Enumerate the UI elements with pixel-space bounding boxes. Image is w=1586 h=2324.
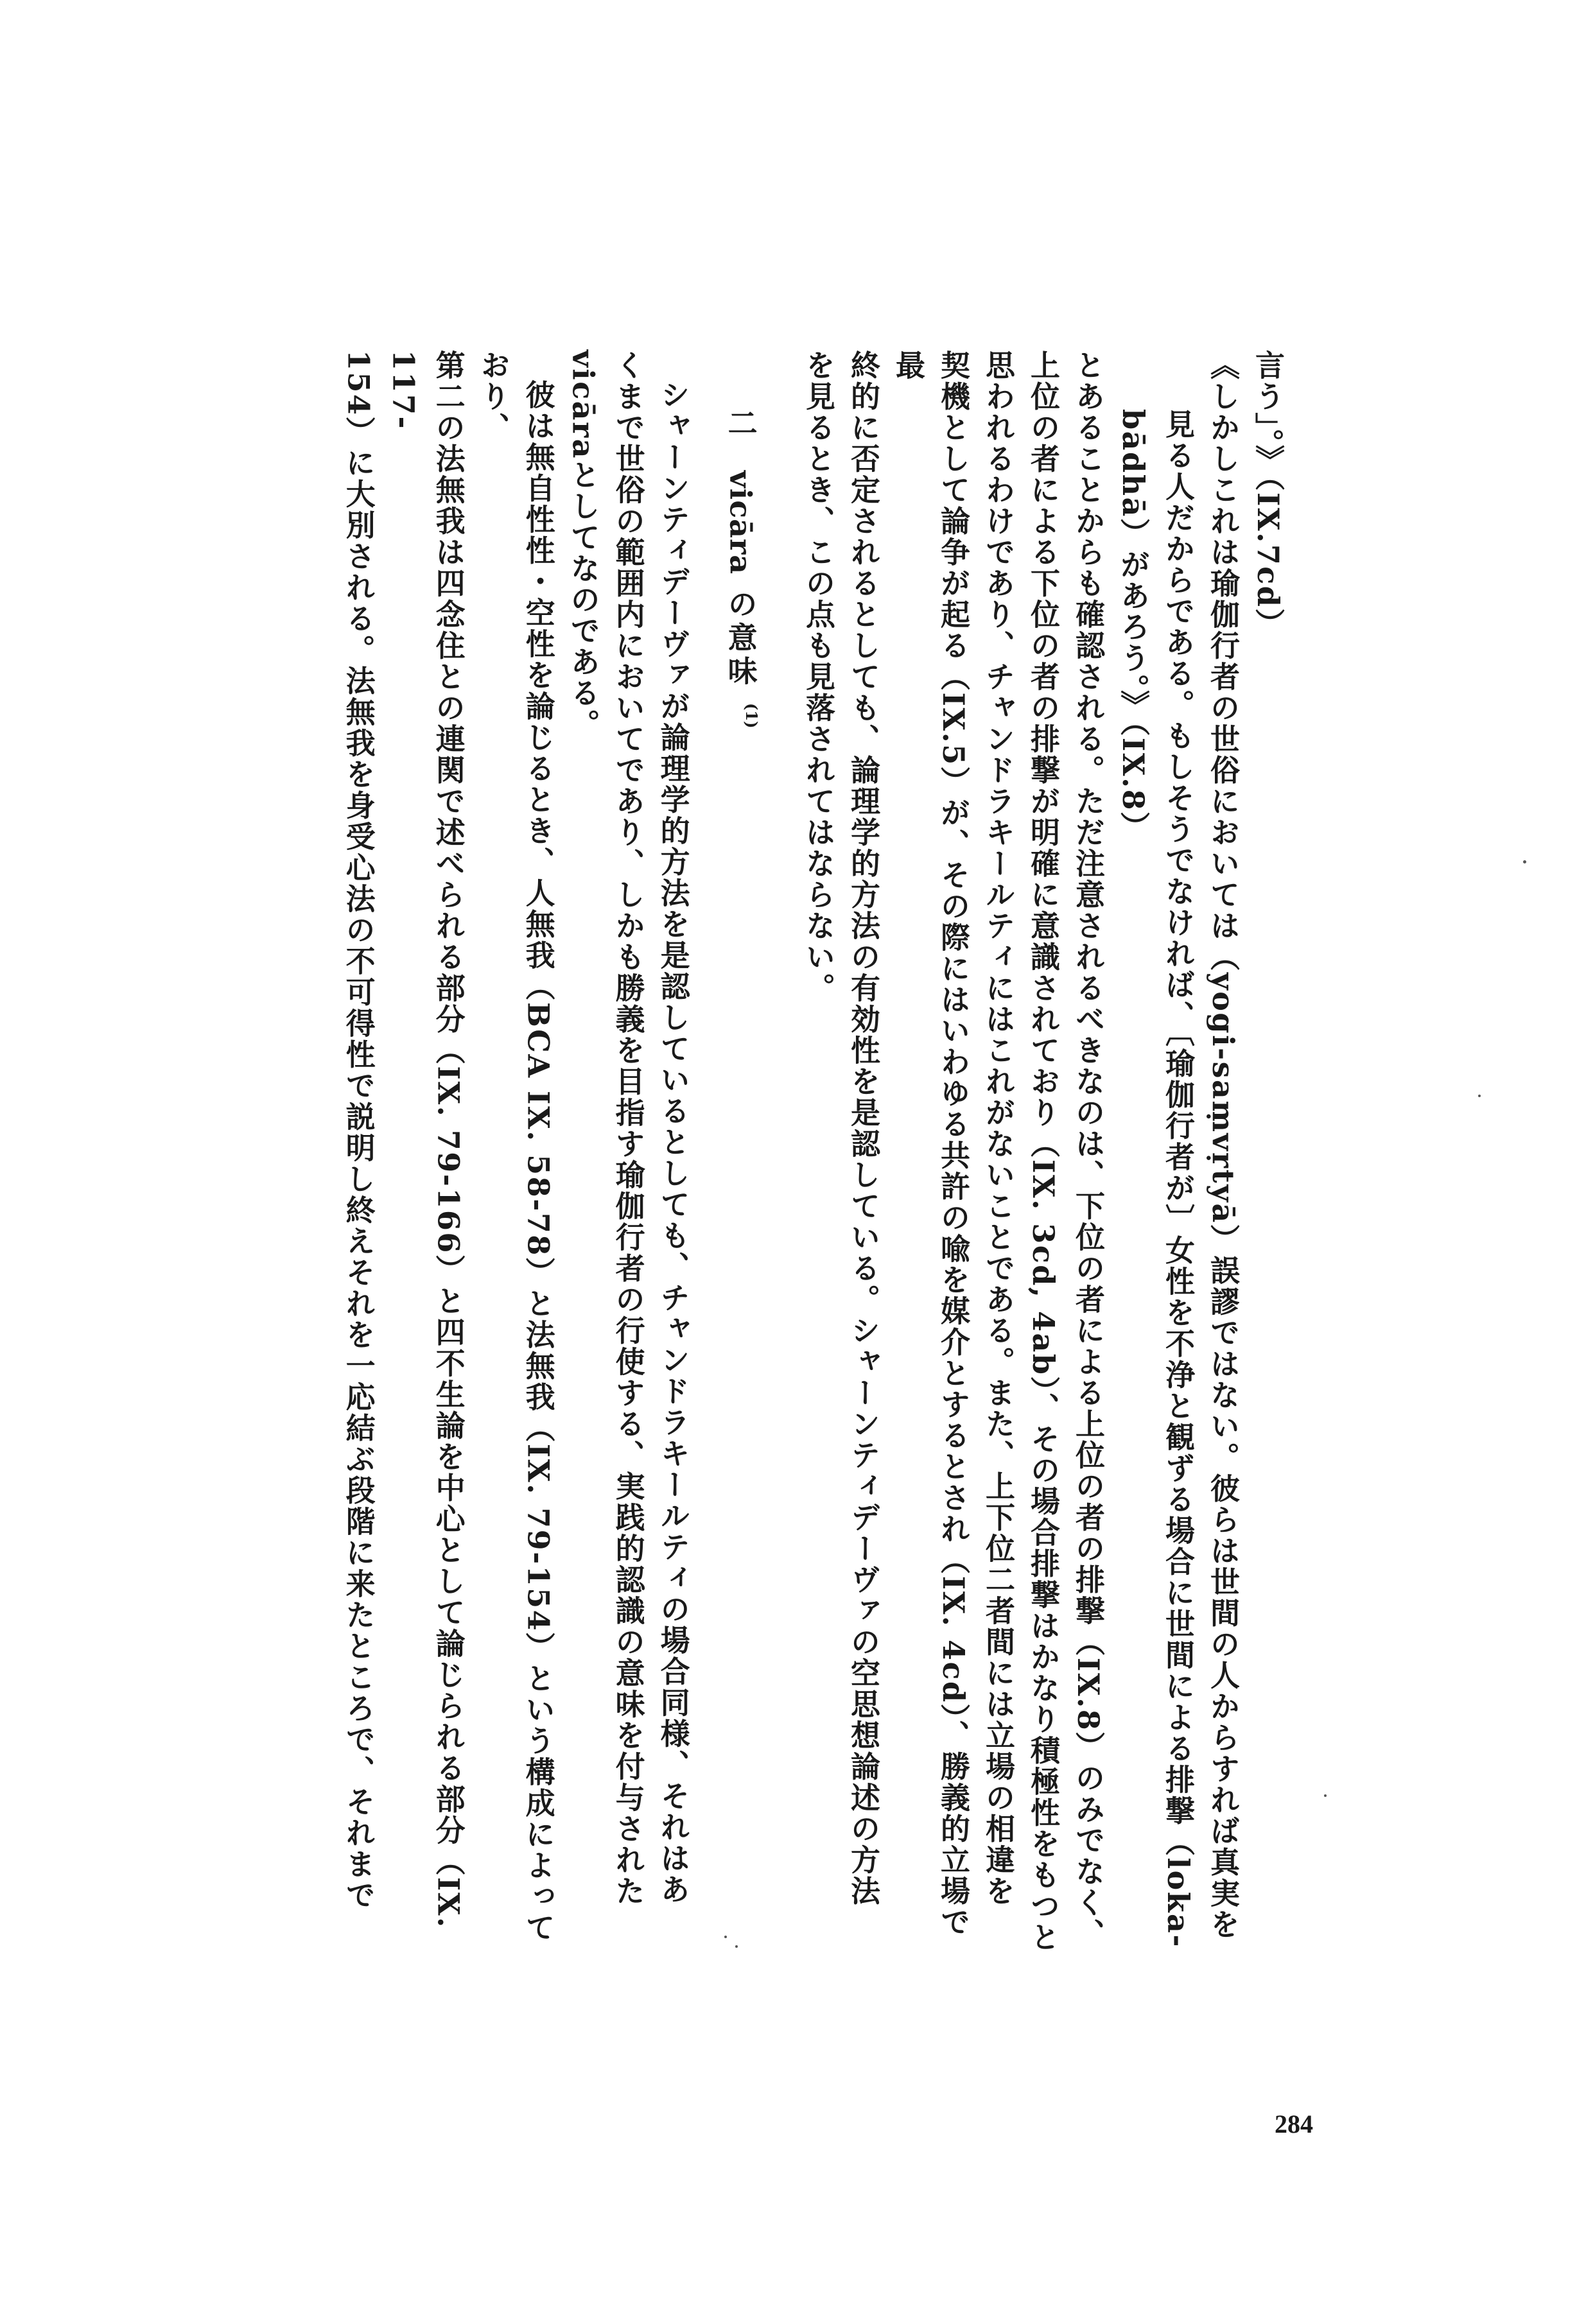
scan-speck [1478, 1095, 1481, 1097]
text-line: 思われるわけであり、チャンドラキールティにはこれがないことである。また、上下位二者間には立場の相違を [981, 350, 1016, 1907]
main-text-body [302, 350, 1291, 1968]
text-line: 第二の法無我は四念住との連関で述べられる部分（IX. 79-166）と四不生論を中心として論じられる部分（IX. 117- [386, 350, 466, 1929]
text-line: 終的に否定されるとしても、論理学的方法の有効性を是認している。シャーンティデーヴァの空思想論述の方法 [846, 350, 881, 1907]
section-title-rest: の意味 [723, 589, 758, 689]
text-line: vicāraとしてなのである。 [566, 350, 601, 740]
scan-speck [1324, 1794, 1327, 1797]
quote-line: 《しかしこれは瑜伽行者の世俗においては（yogi-saṃvṛtyā）誤謬ではない。彼らは世間の人からすれば真実を [1206, 350, 1241, 1941]
page-number: 284 [1275, 2110, 1313, 2138]
text-line: 契機として論争が起る（IX.5）が、その際にはいわゆる共許の喩を媒介とするとされ（IX. 4cd）、勝義的立場で最 [891, 350, 971, 1938]
quote-line: 見る人だからである。もしそうでなければ、〔瑜伽行者が〕女性を不浄と観ずる場合に世間による排撃（loka- [1161, 409, 1196, 1948]
scan-speck [724, 1936, 727, 1938]
text-line: を見るとき、この点も見落されてはならない。 [801, 350, 836, 1004]
text-line: シャーンティデーヴァが論理学的方法を是認しているとしても、チャンドラキールティの場合同様、それはあ [656, 379, 691, 1905]
section-keyword: vicāra [723, 471, 758, 575]
text-line: 154）に大別される。法無我を身受心法の不可得性で説明し終えそれを一応結ぶ段階に来たところで、それまで [341, 350, 376, 1911]
scan-speck [1523, 860, 1526, 863]
scan-speck [735, 1945, 738, 1948]
text-line: 上位の者による下位の者の排撃が明確に意識されており（IX. 3cd, 4ab）、その場合排撃はかなり積極性をもつと [1026, 350, 1061, 1953]
text-line: 言う」。》（IX.7cd） [1251, 350, 1285, 639]
text-line: 彼は無自性性・空性を論じるとき、人無我（BCA IX. 58-78）と法無我（IX. 79-154）という構成によっており、 [476, 350, 556, 1944]
quote-line: bādhā）があろう。》（IX.8） [1116, 409, 1151, 843]
footnote-reference: (1) [742, 703, 761, 729]
section-heading [719, 350, 774, 1968]
text-line: くまで世俗の範囲内においてであり、しかも勝義を目指す瑜伽行者の行使する、実践的認識の意味を付与された [611, 350, 646, 1907]
text-line: とあることからも確認される。ただ注意されるべきなのは、下位の者による上位の者の排撃（IX.8）のみでなく、 [1071, 350, 1106, 1950]
section-number: 二 [723, 408, 758, 441]
